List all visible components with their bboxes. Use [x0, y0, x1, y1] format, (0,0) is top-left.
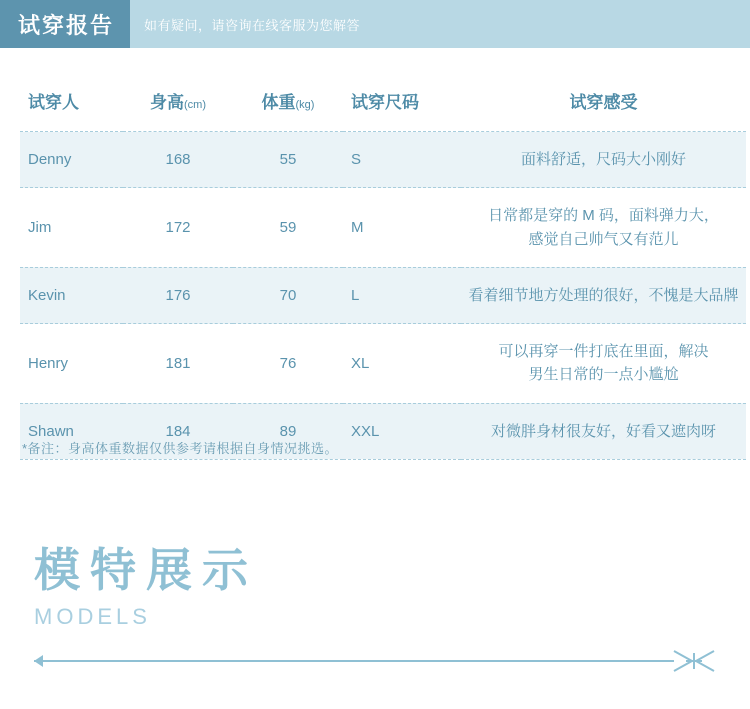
cell-feedback [461, 403, 746, 459]
cell-size: L [343, 267, 461, 323]
table-row [20, 324, 746, 404]
column-header-feedback [461, 82, 746, 132]
cell-height: 181 [123, 324, 233, 404]
cell-weight: 70 [233, 267, 343, 323]
cell-tester-name: Shawn [20, 403, 123, 459]
cell-tester-name: Jim [20, 188, 123, 268]
cell-weight: 55 [233, 132, 343, 188]
column-header-weight-unit: (kg) [295, 99, 315, 111]
header-title-badge: 试穿报告 [0, 0, 130, 48]
cell-size: XXL [343, 403, 461, 459]
cell-feedback [461, 188, 746, 268]
cell-weight: 89 [233, 403, 343, 459]
fit-report-table [20, 82, 746, 460]
table-footnote: *备注：身高体重数据仅供参考请根据自身情况挑选。 [22, 441, 339, 456]
feedback-line: 看着细节地方处理的很好，不愧是大品牌 [468, 286, 739, 304]
cell-size: S [343, 132, 461, 188]
cell-height: 168 [123, 132, 233, 188]
column-header-weight [233, 82, 343, 132]
cell-tester-name: Kevin [20, 267, 123, 323]
column-header-height-label: 身高 [150, 93, 184, 112]
header-bar [0, 0, 750, 48]
column-header-weight-label: 体重 [261, 93, 296, 112]
column-header-feedback-label: 试穿感受 [569, 93, 638, 112]
cell-weight: 76 [233, 324, 343, 404]
table-row [20, 188, 746, 268]
cell-size: M [343, 188, 461, 268]
cell-tester-name: Denny [20, 132, 123, 188]
divider-ornament-icon [672, 650, 716, 672]
cell-height: 172 [123, 188, 233, 268]
feedback-line: 对微胖身材很友好，好看又遮肉呀 [490, 422, 716, 440]
feedback-line: 男生日常的一点小尴尬 [528, 366, 679, 384]
feedback-line: 可以再穿一件打底在里面，解决 [498, 343, 709, 360]
cell-size: XL [343, 324, 461, 404]
column-header-size-label: 试穿尺码 [351, 93, 419, 112]
feedback-line: 日常都是穿的 M 码，面料弹力大， [488, 207, 719, 225]
fit-report-table-wrap [20, 82, 739, 460]
cell-height: 184 [123, 403, 233, 459]
table-row [20, 132, 746, 188]
column-header-height [123, 82, 233, 132]
models-title-en: MODELS [34, 603, 151, 629]
feedback-line: 感觉自己帅气又有范儿 [528, 230, 679, 248]
header-note: 如有疑问，请咨询在线客服为您解答 [144, 17, 361, 33]
models-title-cn: 模特展示 [34, 544, 258, 596]
cell-feedback [461, 324, 746, 404]
cell-tester-name: Henry [20, 324, 123, 404]
divider-line [34, 660, 674, 662]
table-header [20, 82, 746, 132]
column-header-height-unit: (cm) [184, 99, 206, 111]
cell-feedback [461, 132, 746, 188]
section-divider [34, 650, 716, 672]
cell-weight: 59 [233, 188, 343, 268]
feedback-line: 面料舒适，尺码大小刚好 [520, 151, 686, 168]
column-header-tester-label: 试穿人 [28, 93, 79, 112]
cell-height: 176 [123, 267, 233, 323]
cell-feedback [461, 267, 746, 323]
table-row [20, 267, 746, 323]
table-body [20, 132, 746, 460]
column-header-tester [20, 82, 123, 132]
models-section [34, 545, 724, 630]
table-header-row [20, 82, 746, 132]
column-header-size [343, 82, 461, 132]
